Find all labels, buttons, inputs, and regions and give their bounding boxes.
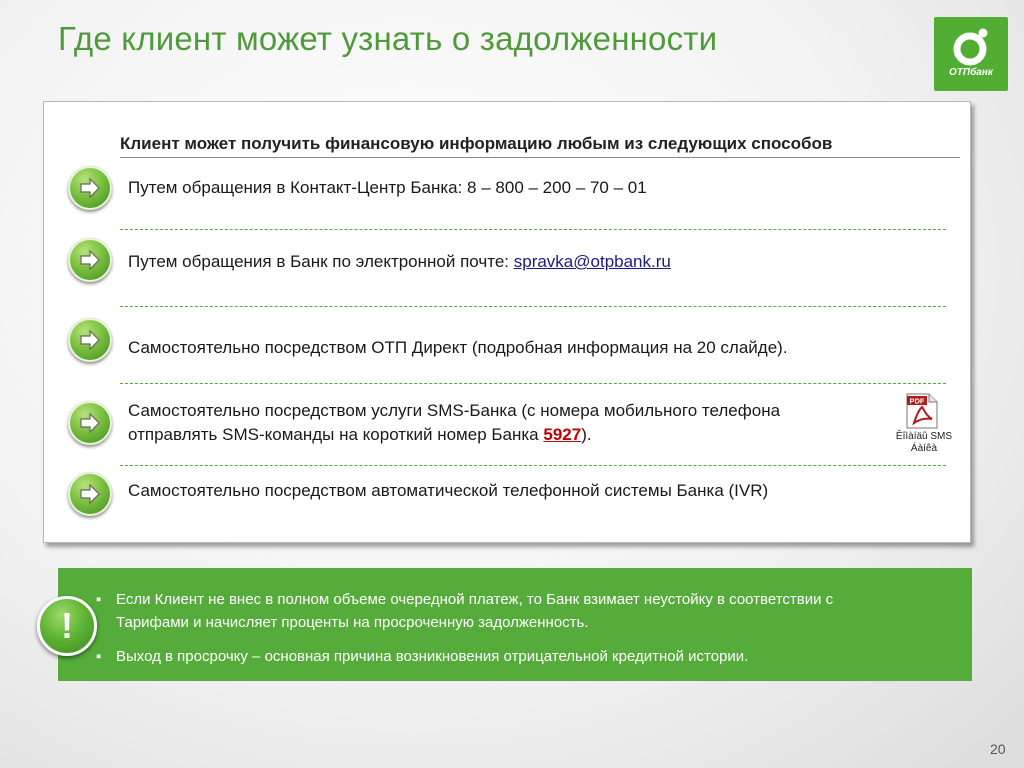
short-number: 5927: [543, 425, 582, 444]
sms-bank-line1: Самостоятельно посредством услуги SMS-Банка (с номера мобильного телефона: [128, 401, 781, 420]
arrow-right-icon: [68, 166, 112, 210]
heading-underline: [120, 157, 960, 158]
item-separator: [120, 306, 946, 307]
info-card: [43, 101, 971, 543]
sms-bank-line2-end: ).: [581, 425, 592, 444]
pdf-badge: PDF: [909, 396, 925, 406]
warning-bullet: [96, 588, 876, 634]
arrow-right-icon: [68, 238, 112, 282]
pdf-label-line1: Êîìàíäû SMS: [895, 431, 953, 442]
card-heading: Клиент может получить финансовую информацию любым из следующих способов: [120, 134, 833, 153]
warning-bullet: [96, 645, 956, 668]
email-link[interactable]: spravka@otpbank.ru: [513, 252, 671, 271]
page-number: 20: [990, 741, 1006, 757]
bullet-marker: ▪: [96, 648, 102, 665]
sms-bank-line2: отправлять SMS-команды на короткий номер Банка: [128, 425, 544, 444]
logo-text: ОТПбанк: [949, 67, 993, 78]
bullet-marker: ▪: [96, 591, 102, 608]
pdf-label-line2: Áàíêà: [910, 443, 938, 454]
arrow-right-icon: [68, 401, 112, 445]
otp-direct-item: Самостоятельно посредством ОТП Директ (подробная информация на 20 слайде).: [128, 338, 788, 357]
otp-bank-logo: [934, 17, 1008, 91]
pdf-attachment-label[interactable]: [886, 431, 962, 455]
warning-bullet-text: Выход в просрочку – основная причина возникновения отрицательной кредитной истории.: [116, 648, 749, 665]
arrow-right-icon: [68, 472, 112, 516]
email-item-label: Путем обращения в Банк по электронной почте:: [128, 252, 514, 271]
arrow-right-icon: [68, 318, 112, 362]
exclamation-icon: !: [37, 596, 97, 656]
contact-center-item: Путем обращения в Контакт-Центр Банка: 8 – 800 – 200 – 70 – 01: [128, 178, 647, 197]
pdf-file-icon[interactable]: [906, 393, 938, 429]
item-separator: [120, 465, 946, 466]
item-separator: [120, 383, 946, 384]
ivr-item: Самостоятельно посредством автоматической телефонной системы Банка (IVR): [128, 481, 769, 500]
sms-bank-item: [128, 399, 780, 447]
slide-title: Где клиент может узнать о задолженности: [58, 20, 718, 57]
otp-logo-mark-icon: [950, 27, 992, 67]
warning-bullet-text: Если Клиент не внес в полном объеме очередной платеж, то Банк взимает неустойку в соответствии с Тарифами и начисляет проценты на просроченную задолженность.: [116, 591, 834, 631]
email-item: [128, 250, 671, 274]
item-separator: [120, 229, 946, 230]
